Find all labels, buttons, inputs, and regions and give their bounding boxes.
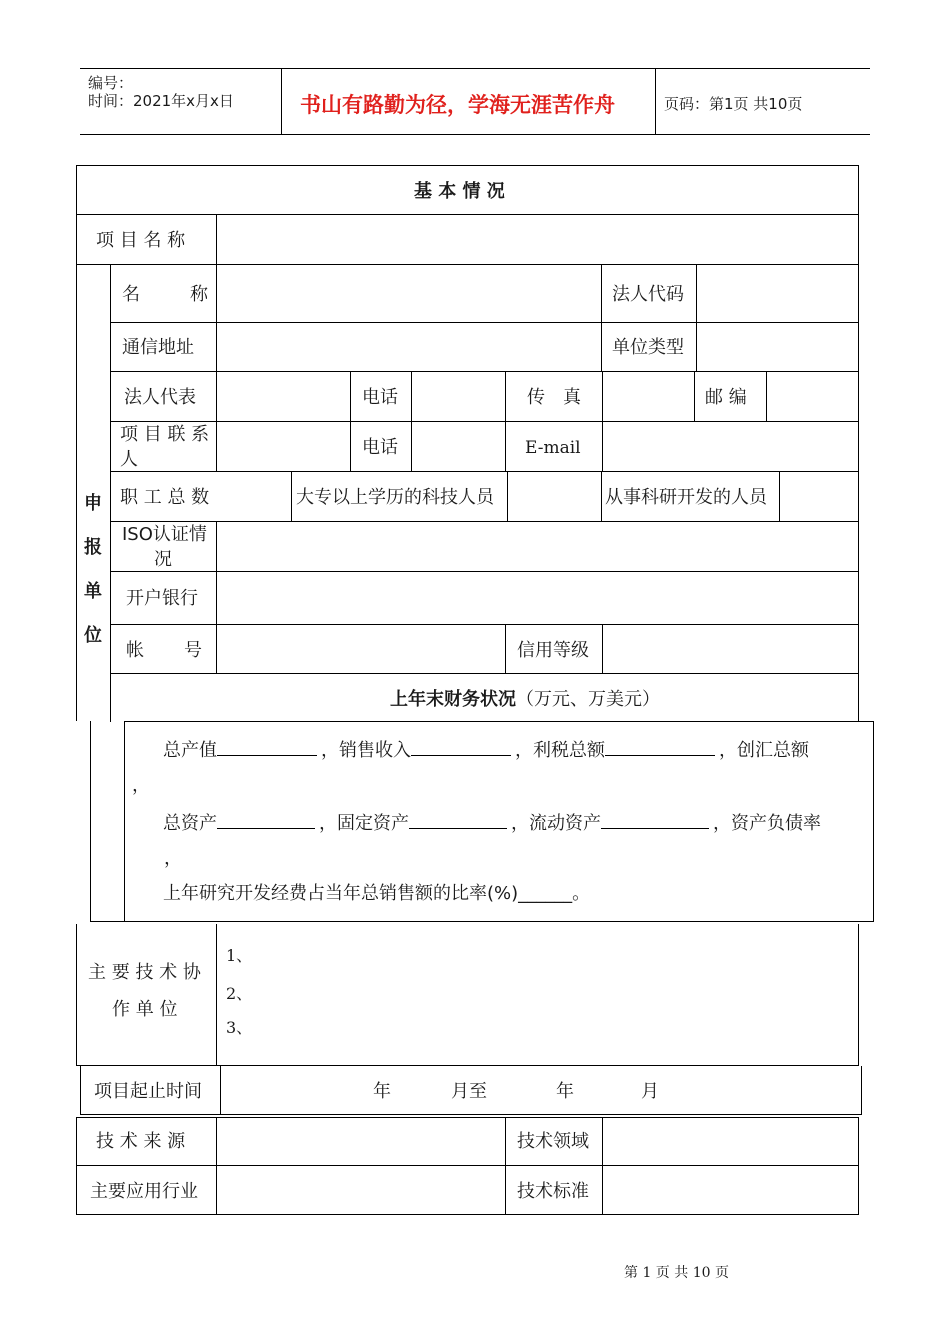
- grid-line: [76, 214, 859, 215]
- grid-line: [291, 471, 292, 522]
- applicant-char: 单: [84, 581, 102, 602]
- grid-line: [110, 673, 859, 674]
- grid-line: [110, 471, 859, 472]
- grid-line: [779, 471, 780, 522]
- grid-line: [90, 921, 874, 922]
- fin-fixed-input[interactable]: [409, 810, 507, 829]
- grid-line: [110, 521, 859, 522]
- rd-staff-label: 从事科研开发的人员: [605, 487, 767, 508]
- fin-current-input[interactable]: [601, 810, 709, 829]
- finance-comma-2: ，: [164, 848, 182, 869]
- header-divider-2: [655, 68, 656, 135]
- footer-page-text: 第 1 页 共 10 页: [624, 1265, 729, 1281]
- grid-line: [76, 165, 859, 166]
- grid-line: [220, 1066, 221, 1115]
- grid-line: [80, 1114, 862, 1115]
- grid-line: [350, 371, 351, 472]
- header-number-label: 编号：: [88, 74, 134, 92]
- grid-line: [76, 1117, 859, 1118]
- finance-title-text: 上年末财务状况: [390, 689, 516, 710]
- fin-output-label: 总产值: [163, 740, 217, 761]
- applicant-char: 报: [84, 537, 102, 558]
- grid-line: [76, 1065, 859, 1066]
- grid-line: [411, 371, 412, 472]
- grid-line: [76, 1214, 859, 1215]
- grid-line: [505, 624, 506, 674]
- header-bottom-rule: [80, 134, 870, 135]
- fin-assets-label: 总资产: [163, 813, 217, 834]
- grid-line: [766, 371, 767, 422]
- finance-comma-1: ，: [132, 775, 150, 796]
- fin-tax-input[interactable]: [605, 737, 715, 756]
- grid-line: [601, 471, 602, 522]
- grid-line: [602, 371, 603, 472]
- account-label-a: 帐: [126, 640, 144, 661]
- fin-fixed-label: ，固定资产: [319, 813, 409, 834]
- applicant-char: 位: [84, 625, 102, 646]
- staff-label: 职 工 总 数: [120, 487, 210, 508]
- postcode-label: 邮 编: [705, 387, 747, 408]
- unit-type-label: 单位类型: [612, 337, 684, 358]
- grid-line: [124, 721, 125, 922]
- grid-line: [110, 571, 859, 572]
- grid-line: [110, 421, 859, 422]
- grid-line: [124, 721, 874, 722]
- industry-label: 主要应用行业: [90, 1181, 198, 1202]
- email-label: E-mail: [525, 438, 581, 458]
- grid-line: [696, 264, 697, 372]
- header-divider-1: [281, 68, 282, 135]
- grid-line: [76, 1165, 859, 1166]
- fin-sales-input[interactable]: [411, 737, 511, 756]
- grid-line: [602, 624, 603, 674]
- address-label: 通信地址: [122, 337, 194, 358]
- period-year-1: 年: [373, 1081, 391, 1102]
- partners-label-2: 作 单 位: [112, 999, 178, 1020]
- period-year-2: 年: [556, 1081, 574, 1102]
- header-time-label: 时间：2021年x月x日: [88, 92, 234, 110]
- partner-item: 2、: [226, 984, 253, 1003]
- project-name-label: 项 目 名 称: [96, 230, 186, 251]
- grid-line: [76, 924, 77, 1066]
- bank-label: 开户银行: [126, 588, 198, 609]
- fin-assets-input[interactable]: [217, 810, 315, 829]
- grid-line: [505, 371, 506, 472]
- partners-label-1: 主 要 技 术 协: [88, 962, 201, 983]
- fax-label: 传 真: [527, 387, 581, 408]
- grid-line: [76, 264, 859, 265]
- header-motto: 书山有路勤为径，学海无涯苦作舟: [300, 93, 615, 117]
- grid-line: [602, 1117, 603, 1215]
- grid-line: [858, 165, 859, 721]
- grid-line: [601, 264, 602, 372]
- applicant-label: [84, 482, 106, 658]
- grid-line: [110, 624, 859, 625]
- grid-line: [873, 721, 874, 922]
- grid-line: [110, 264, 111, 722]
- tech-source-label: 技 术 来 源: [96, 1131, 186, 1152]
- name-label-a: 名: [122, 284, 140, 305]
- grid-line: [110, 371, 859, 372]
- fin-rd-ratio: 上年研究开发经费占当年总销售额的比率(%)______。: [163, 883, 591, 904]
- header-top-rule: [80, 68, 870, 69]
- grid-line: [76, 1117, 77, 1215]
- grid-line: [216, 924, 217, 1066]
- grid-line: [90, 721, 91, 922]
- account-label-b: 号: [184, 640, 202, 661]
- finance-unit: （万元、万美元）: [516, 689, 660, 710]
- tech-standard-label: 技术标准: [517, 1181, 589, 1202]
- finance-line-1: [163, 737, 809, 762]
- period-month-1: 月至: [451, 1081, 487, 1102]
- college-staff-label: 大专以上学历的科技人员: [296, 487, 494, 508]
- grid-line: [858, 1117, 859, 1215]
- grid-line: [80, 1066, 81, 1115]
- credit-label: 信用等级: [517, 640, 589, 661]
- applicant-char: 申: [84, 493, 102, 514]
- grid-line: [76, 165, 77, 721]
- partner-item: 1、: [226, 946, 253, 965]
- grid-line: [216, 264, 217, 472]
- grid-line: [858, 924, 859, 1066]
- contact-label-2: 人: [120, 449, 138, 470]
- section-title: 基 本 情 况: [414, 181, 505, 202]
- grid-line: [110, 322, 859, 323]
- grid-line: [505, 1117, 506, 1215]
- fin-sales-label: ，销售收入: [321, 740, 411, 761]
- grid-line: [507, 471, 508, 522]
- iso-label-1: ISO认证情: [122, 524, 207, 545]
- tech-field-label: 技术领域: [517, 1131, 589, 1152]
- grid-line: [216, 1117, 217, 1215]
- fin-current-label: ，流动资产: [511, 813, 601, 834]
- phone-label: 电话: [362, 387, 398, 408]
- grid-line: [861, 1066, 862, 1115]
- phone-label-2: 电话: [362, 437, 398, 458]
- period-label: 项目起止时间: [94, 1081, 202, 1102]
- fin-debt-label: ，资产负债率: [713, 813, 821, 834]
- header-page-info: 页码：第1页 共10页: [664, 95, 803, 113]
- fin-output-input[interactable]: [217, 737, 317, 756]
- fin-tax-label: ，利税总额: [515, 740, 605, 761]
- finance-line-2: [163, 810, 821, 835]
- legal-rep-label: 法人代表: [124, 387, 196, 408]
- period-month-2: 月: [641, 1081, 659, 1102]
- contact-label-1: 项 目 联 系: [120, 424, 210, 445]
- grid-line: [694, 371, 695, 422]
- fin-fx-label: ，创汇总额: [719, 740, 809, 761]
- finance-title: [390, 689, 660, 711]
- grid-line: [216, 214, 217, 264]
- name-label-b: 称: [190, 284, 208, 305]
- project-name-input[interactable]: [218, 216, 856, 263]
- partner-item: 3、: [226, 1018, 253, 1037]
- iso-label-2: 况: [154, 549, 172, 570]
- grid-line: [216, 521, 217, 674]
- legal-code-label: 法人代码: [612, 284, 684, 305]
